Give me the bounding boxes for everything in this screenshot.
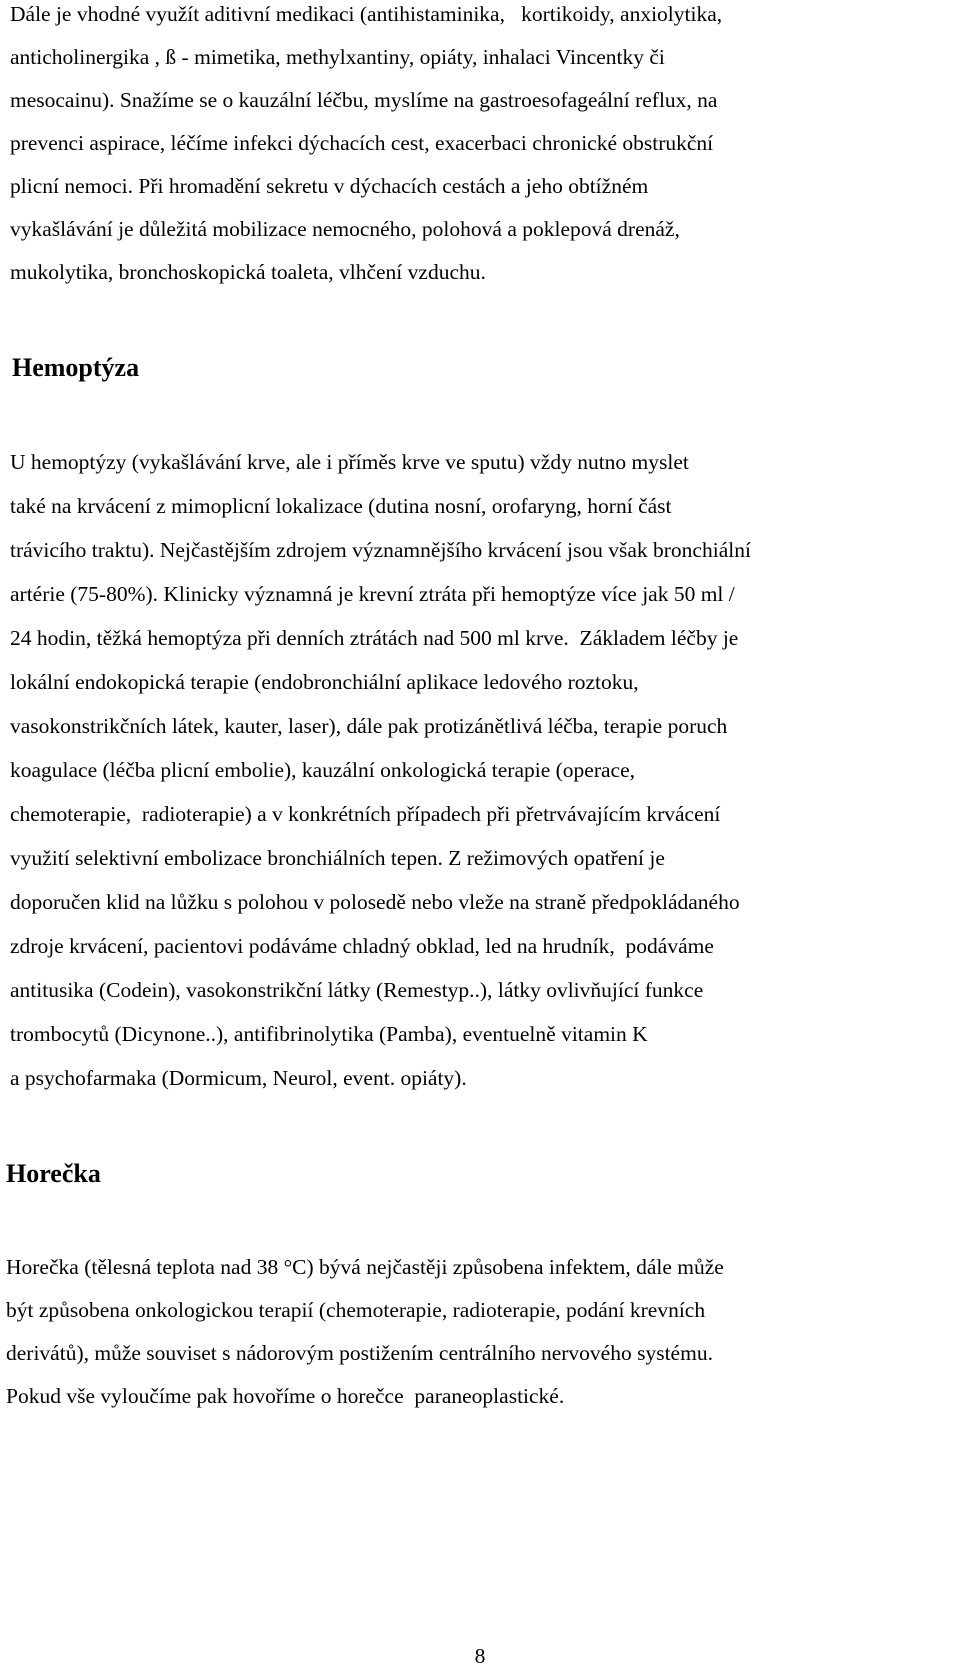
text-line: Horečka (tělesná teplota nad 38 °C) bývá nejčastěji způsobena infektem, dále může bbox=[6, 1255, 724, 1279]
section-heading-hemoptyza: Hemoptýza bbox=[12, 353, 140, 382]
text-line: derivátů), může souviset s nádorovým postižením centrálního nervového systému. bbox=[6, 1341, 713, 1365]
text-line: prevenci aspirace, léčíme infekci dýchacích cest, exacerbaci chronické obstrukční bbox=[10, 131, 714, 155]
text-line: zdroje krvácení, pacientovi podáváme chladný obklad, led na hrudník, podáváme bbox=[10, 934, 714, 958]
text-line: Pokud vše vyloučíme pak hovoříme o horečce paraneoplastické. bbox=[6, 1384, 565, 1408]
text-line: 24 hodin, těžká hemoptýza při denních ztrátách nad 500 ml krve. Základem léčby je bbox=[10, 626, 739, 650]
text-line: být způsobena onkologickou terapií (chemoterapie, radioterapie, podání krevních bbox=[6, 1298, 706, 1322]
section-heading-horecka: Horečka bbox=[6, 1159, 101, 1188]
text-line: doporučen klid na lůžku s polohou v polosedě nebo vleže na straně předpokládaného bbox=[10, 890, 740, 914]
text-line: mukolytika, bronchoskopická toaleta, vlhčení vzduchu. bbox=[10, 260, 486, 284]
text-line: a psychofarmaka (Dormicum, Neurol, event. opiáty). bbox=[10, 1066, 467, 1090]
text-line: artérie (75-80%). Klinicky významná je krevní ztráta při hemoptýze více jak 50 ml / bbox=[10, 582, 735, 606]
text-line: také na krvácení z mimoplicní lokalizace (dutina nosní, orofaryng, horní část bbox=[10, 494, 672, 518]
text-line: vasokonstrikčních látek, kauter, laser), dále pak protizánětlivá léčba, terapie poruch bbox=[10, 714, 728, 738]
text-line: využití selektivní embolizace bronchiálních tepen. Z režimových opatření je bbox=[10, 846, 665, 870]
text-line: mesocainu). Snažíme se o kauzální léčbu, myslíme na gastroesofageální reflux, na bbox=[10, 88, 718, 112]
text-line: vykašlávání je důležitá mobilizace nemocného, polohová a poklepová drenáž, bbox=[10, 217, 680, 241]
text-line: koagulace (léčba plicní embolie), kauzální onkologická terapie (operace, bbox=[10, 758, 635, 782]
page-number: 8 bbox=[474, 1644, 486, 1668]
text-line: plicní nemoci. Při hromadění sekretu v dýchacích cestách a jeho obtížném bbox=[10, 174, 649, 198]
text-line: lokální endokopická terapie (endobronchiální aplikace ledového roztoku, bbox=[10, 670, 639, 694]
text-line: Dále je vhodné využít aditivní medikaci (antihistaminika, kortikoidy, anxiolytika, bbox=[10, 2, 723, 26]
text-line: trávicího traktu). Nejčastějším zdrojem významnějšího krvácení jsou však bronchiální bbox=[10, 538, 751, 562]
text-line: U hemoptýzy (vykašlávání krve, ale i příměs krve ve sputu) vždy nutno myslet bbox=[10, 450, 689, 474]
text-line: chemoterapie, radioterapie) a v konkrétních případech při přetrvávajícím krvácení bbox=[10, 802, 721, 826]
text-line: anticholinergika , ß - mimetika, methylxantiny, opiáty, inhalaci Vincentky či bbox=[10, 45, 665, 69]
text-line: antitusika (Codein), vasokonstrikční látky (Remestyp..), látky ovlivňující funkce bbox=[10, 978, 704, 1002]
text-line: trombocytů (Dicynone..), antifibrinolytika (Pamba), eventuelně vitamin K bbox=[10, 1022, 648, 1046]
